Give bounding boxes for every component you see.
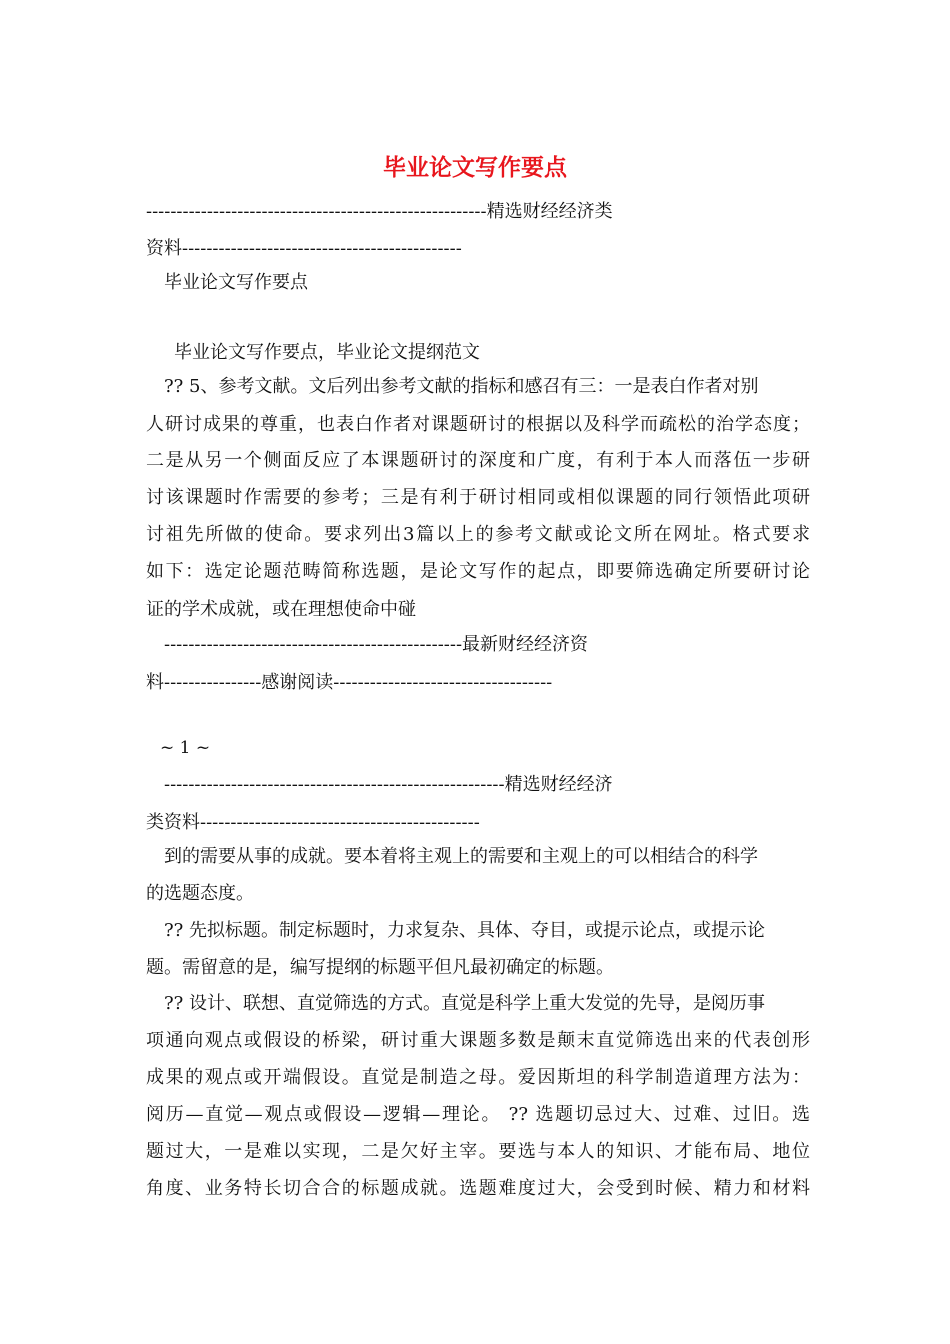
paragraph-line: 人研讨成果的尊重，也表白作者对课题研讨的根据以及科学而疏松的治学态度； — [146, 414, 810, 435]
paragraph-line: 证的学术成就，或在理想使命中碰 — [146, 599, 416, 620]
footer-dash-line-2: 料----------------感谢阅读------------------------------------ — [146, 672, 553, 693]
header-dash-line-2: 资料---------------------------------------------- — [146, 238, 462, 259]
paragraph-line: 讨祖先所做的使命。要求列出3篇以上的参考文献或论文所在网址。格式要求 — [146, 524, 810, 545]
paragraph-line: 讨该课题时作需要的参考；三是有利于研讨相同或相似课题的同行领悟此项研 — [146, 487, 810, 508]
header-dash-line-1: --------------------------------------------------------精选财经经济类 — [146, 201, 613, 222]
paragraph-line: 项通向观点或假设的桥梁，研讨重大课题多数是颠末直觉筛选出来的代表创形 — [146, 1030, 810, 1051]
paragraph-line: 二是从另一个侧面反应了本课题研讨的深度和广度，有利于本人而落伍一步研 — [146, 450, 810, 471]
lead-line: 毕业论文写作要点，毕业论文提纲范文 — [174, 342, 480, 363]
paragraph-line: 角度、业务特长切合合的标题成就。选题难度过大，会受到时候、精力和材料 — [146, 1178, 810, 1199]
paragraph-line: ?? 设计、联想、直觉筛选的方式。直觉是科学上重大发觉的先导，是阅历事 — [164, 993, 766, 1014]
paragraph-line: ?? 5、参考文献。文后列出参考文献的指标和感召有三：一是表白作者对别 — [164, 376, 759, 397]
paragraph-line: 如下：选定论题范畴简称选题，是论文写作的起点，即要筛选确定所要研讨论 — [146, 561, 810, 582]
paragraph-line: 阅历—直觉—观点或假设—逻辑—理论。 ?? 选题切忌过大、过难、过旧。选 — [146, 1104, 810, 1125]
header-dash-line-2: 类资料---------------------------------------------- — [146, 812, 480, 833]
header-dash-line-1: --------------------------------------------------------精选财经经济 — [164, 774, 613, 795]
paragraph-line: 题过大，一是难以实现，二是欠好主宰。要选与本人的知识、才能布局、地位 — [146, 1141, 810, 1162]
paragraph-line: 成果的观点或开端假设。直觉是制造之母。爱因斯坦的科学制造道理方法为： — [146, 1067, 810, 1088]
subtitle: 毕业论文写作要点 — [164, 272, 308, 293]
page-number: ~ 1 ~ — [160, 738, 211, 758]
footer-dash-line-1: -------------------------------------------------最新财经经济资 — [164, 634, 589, 655]
paragraph-line: 的选题态度。 — [146, 883, 254, 904]
paragraph-line: 题。需留意的是，编写提纲的标题平但凡最初确定的标题。 — [146, 957, 614, 978]
paragraph-line: 到的需要从事的成就。要本着将主观上的需要和主观上的可以相结合的科学 — [164, 846, 758, 867]
document-title: 毕业论文写作要点 — [383, 155, 567, 181]
paragraph-line: ?? 先拟标题。制定标题时，力求复杂、具体、夺目，或提示论点，或提示论 — [164, 920, 766, 941]
